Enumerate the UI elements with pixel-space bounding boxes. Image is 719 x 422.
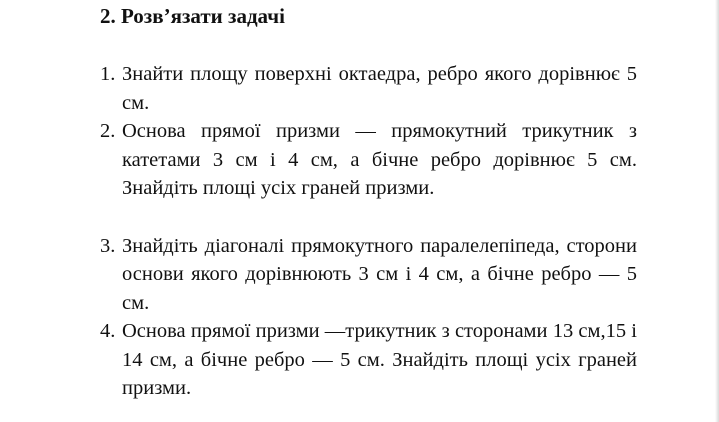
task-item-2 bbox=[0, 117, 637, 203]
task-number: 2. bbox=[100, 120, 116, 142]
task-item-4 bbox=[0, 317, 637, 403]
task-item-3 bbox=[0, 232, 637, 318]
task-text: Основа прямої призми — прямокутний трикутник з катетами 3 см і 4 см, а бічне ребро дорівнює 5 см. Знайдіть площі усіх граней призми. bbox=[122, 120, 637, 199]
section-heading: 2. Розв’язати задачі bbox=[100, 4, 285, 28]
task-number: 3. bbox=[100, 234, 116, 257]
task-item-1 bbox=[0, 60, 637, 117]
task-number: 1. bbox=[100, 63, 116, 85]
task-text: Знайдіть діагоналі прямокутного паралелепіпеда, сторони основи якого дорівнюють 3 см і 4 см, а бічне ребро — 5 см. bbox=[122, 234, 637, 314]
task-number: 4. bbox=[100, 320, 116, 342]
page-edge-shadow bbox=[715, 0, 719, 422]
task-list bbox=[0, 60, 719, 403]
task-text: Основа прямої призми —трикутник з сторонами 13 см,15 і 14 см, а бічне ребро — 5 см. Знайдіть площі усіх граней призми. bbox=[122, 320, 637, 399]
task-text: Знайти площу поверхні октаедра, ребро якого дорівнює 5 см. bbox=[122, 63, 637, 114]
